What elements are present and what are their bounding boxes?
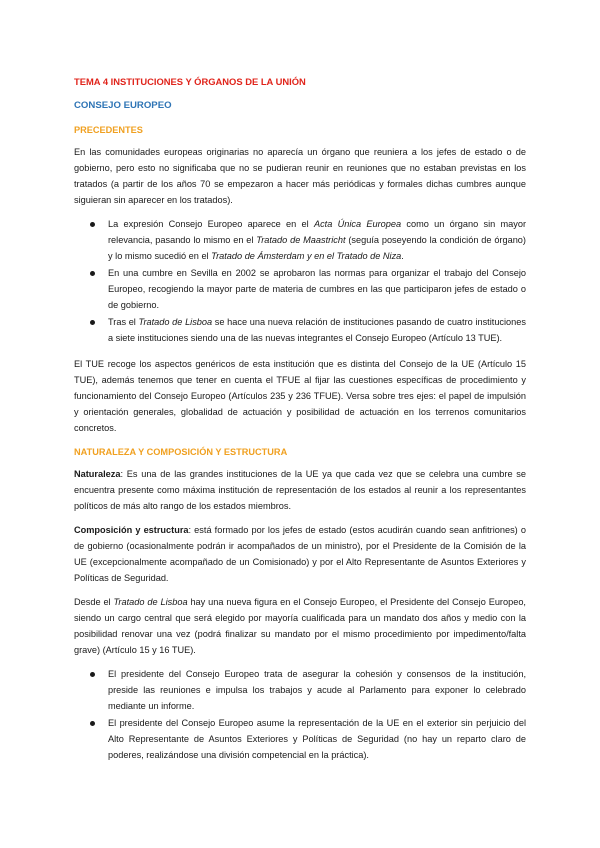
- list-item: En una cumbre en Sevilla en 2002 se aprobaron las normas para organizar el trabajo del Consejo Europeo, recogiendo la mayor parte de materia de cumbres en las que participaron jefes de estado o de gobierno.: [74, 265, 526, 313]
- document-body: [74, 74, 526, 773]
- bullet-icon: [90, 672, 95, 677]
- document-title: TEMA 4 INSTITUCIONES Y ÓRGANOS DE LA UNIÓN: [74, 76, 306, 87]
- subheading-naturaleza: NATURALEZA Y COMPOSICIÓN Y ESTRUCTURA: [74, 447, 288, 457]
- list-item: Tras el Tratado de Lisboa se hace una nueva relación de instituciones pasando de cuatro instituciones a siete instituciones siendo una de las nuevas integrantes el Consejo Europeo (Artículo 13 TUE).: [74, 314, 526, 346]
- list-item: El presidente del Consejo Europeo trata de asegurar la cohesión y consensos de la institución, preside las reuniones e impulsa los trabajos y acude al Parlamento para exponer lo celebrado mediante un informe.: [74, 666, 526, 714]
- bullet-list-presidente: [74, 666, 526, 763]
- paragraph-presidente: Desde el Tratado de Lisboa hay una nueva figura en el Consejo Europeo, el Presidente del Consejo Europeo, siendo un cargo central que será elegido por mayoría cualificada para un mandato dos años y medio con la posibilidad renovar una vez (podrá finalizar su mandato por el mismo procedimiento por impedimento/falta grave) (Artículo 15 y 16 TUE).: [74, 597, 526, 655]
- paragraph-precedentes: En las comunidades europeas originarias no aparecía un órgano que reuniera a los jefes de estado o de gobierno, pero esto no significaba que no se pudieran reunir en reuniones que no estaban previstas en los tratados (a partir de los años 70 se empezaron a hacer más periódicas y formales dichas cumbres aunque siguieran sin aparecer en los tratados).: [74, 147, 526, 205]
- section-heading-consejo-europeo: CONSEJO EUROPEO: [74, 100, 172, 111]
- paragraph-composicion: Composición y estructura: está formado por los jefes de estado (estos acudirán cuando sean anfitriones) o de gobierno (ocasionalmente podrán ir acompañados de un ministro), por el Presidente de la Comisión de la UE (excepcionalmente acompañado de un Comisionado) y por el Alto Representante de Asuntos Exteriores y Políticas de Seguridad.: [74, 525, 526, 583]
- list-item: El presidente del Consejo Europeo asume la representación de la UE en el exterior sin perjuicio del Alto Representante de Asuntos Exteriores y Políticas de Seguridad (no hay un reparto claro de poderes, realizándose una división competencial en la práctica).: [74, 715, 526, 763]
- bullet-icon: [90, 222, 95, 227]
- list-item: La expresión Consejo Europeo aparece en el Acta Única Europea como un órgano sin mayor relevancia, pasando lo mismo en el Tratado de Maastricht (seguía poseyendo la condición de órgano) y lo mismo sucedió en el Tratado de Ámsterdam y en el Tratado de Niza.: [74, 216, 526, 264]
- bullet-icon: [90, 320, 95, 325]
- paragraph-naturaleza: Naturaleza: Es una de las grandes instituciones de la UE ya que cada vez que se celebra una cumbre se encuentra presente como máxima institución de representación de los estados al reunir a los representantes políticos de más alto rango de los estados miembros.: [74, 469, 526, 511]
- paragraph-tue: El TUE recoge los aspectos genéricos de esta institución que es distinta del Consejo de la UE (Artículo 15 TUE), además tenemos que tener en cuenta el TFUE al fijar las cuestiones específicas de procedimiento y funcionamiento del Consejo Europeo (Artículos 235 y 236 TFUE). Versa sobre tres ejes: el papel de impulsión y orientación generales, globalidad de actuación y posibilidad de actuación en los terrenos comunitarios concretos.: [74, 359, 526, 433]
- subheading-precedentes: PRECEDENTES: [74, 125, 143, 135]
- bullet-icon: [90, 721, 95, 726]
- bullet-list-precedentes: [74, 216, 526, 346]
- bullet-icon: [90, 271, 95, 276]
